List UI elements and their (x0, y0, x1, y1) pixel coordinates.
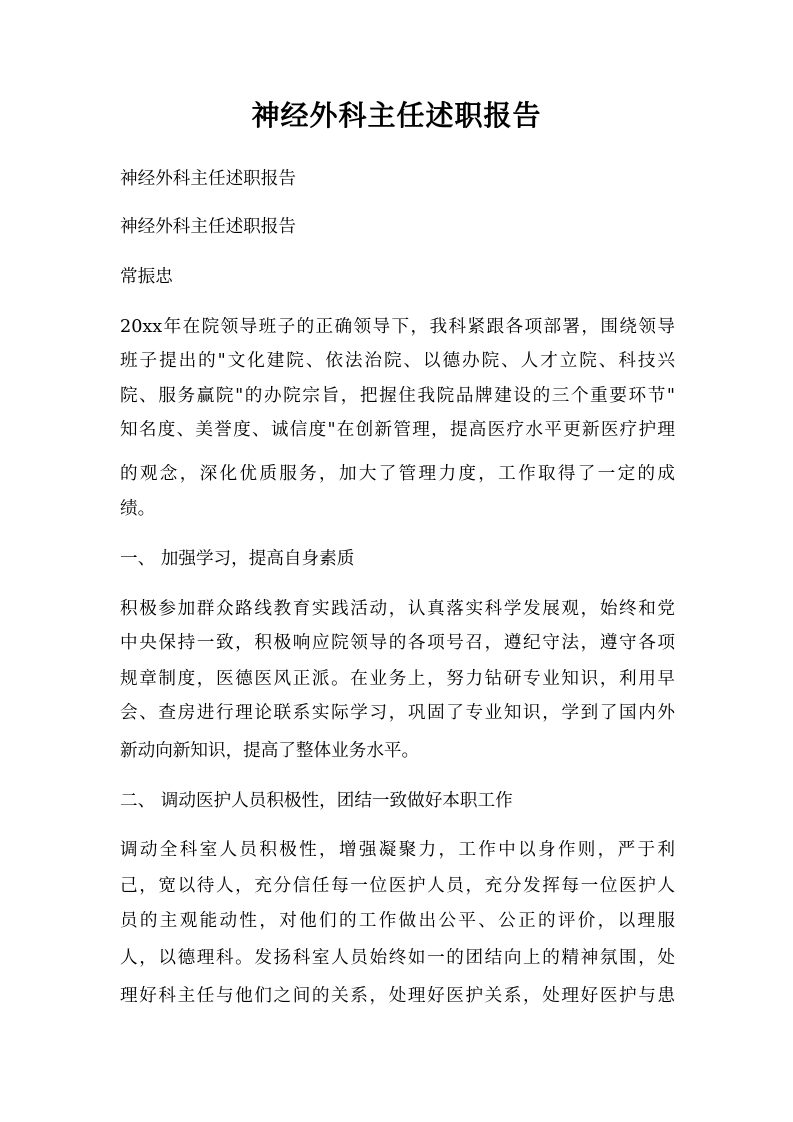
text-line: 规章制度，医德医风正派。在业务上，努力钻研专业知识，利用早 (120, 669, 675, 689)
text-line: 院、服务赢院"的办院宗旨，把握住我院品牌建设的三个重要环节" (120, 386, 675, 406)
text-line: 会、查房进行理论联系实际学习，巩固了专业知识，学到了国内外 (120, 703, 675, 723)
text-line: 知名度、美誉度、诚信度"在创新管理，提高医疗水平更新医疗护理 (120, 420, 675, 440)
text-line: 神经外科主任述职报告 (120, 169, 296, 189)
text-line: 己，宽以待人，充分信任每一位医护人员，充分发挥每一位医护人 (120, 876, 675, 896)
text-line: 理好科主任与他们之间的关系，处理好医护关系，处理好医护与患 (120, 986, 675, 1006)
text-line: 绩。 (120, 499, 156, 519)
text-line: 积极参加群众路线教育实践活动，认真落实科学发展观，始终和党 (120, 599, 675, 619)
text-line: 班子提出的"文化建院、依法治院、以德办院、人才立院、科技兴 (120, 351, 675, 371)
author-line: 常振忠 (120, 267, 173, 287)
text-line: 新动向新知识，提高了整体业务水平。 (120, 741, 420, 761)
section-heading: 二、 调动医护人员积极性，团结一致做好本职工作 (120, 791, 513, 811)
section-heading: 一、 加强学习，提高自身素质 (120, 549, 355, 569)
document-title: 神经外科主任述职报告 (251, 99, 542, 132)
text-line: 调动全科室人员积极性，增强凝聚力，工作中以身作则，严于利 (120, 840, 675, 860)
text-line: 的观念，深化优质服务，加大了管理力度，工作取得了一定的成 (120, 464, 675, 484)
text-line: 中央保持一致，积极响应院领导的各项号召，遵纪守法，遵守各项 (120, 633, 675, 653)
text-line: 20xx年在院领导班子的正确领导下，我科紧跟各项部署，围绕领导 (120, 317, 675, 337)
text-line: 人，以德理科。发扬科室人员始终如一的团结向上的精神氛围，处 (120, 948, 675, 968)
text-line: 神经外科主任述职报告 (120, 217, 296, 237)
text-line: 员的主观能动性，对他们的工作做出公平、公正的评价，以理服 (120, 911, 675, 931)
